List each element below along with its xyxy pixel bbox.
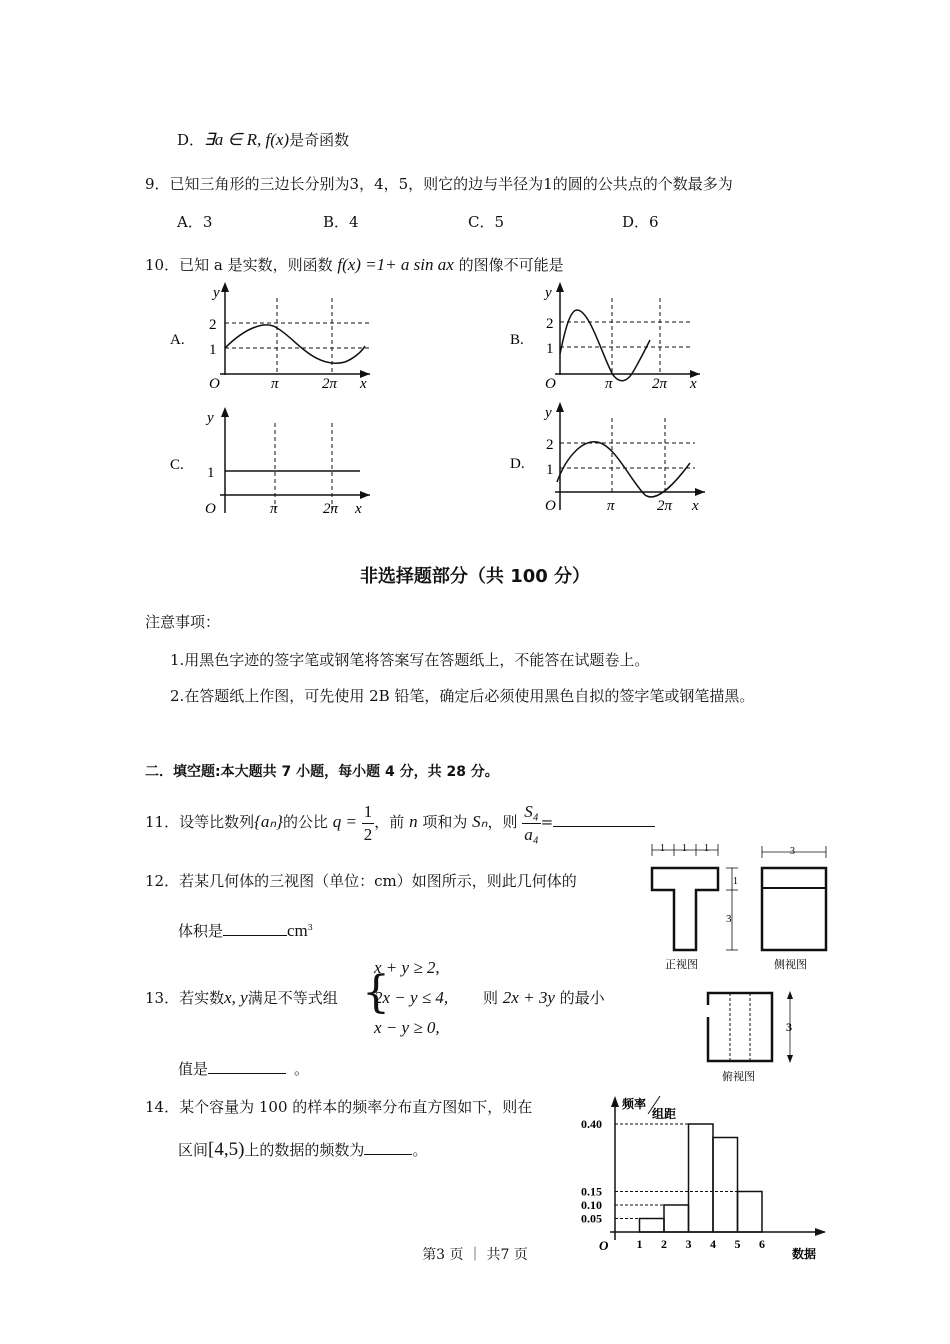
q12-three-views-bottom [700, 985, 810, 1085]
q13-line2-text: 值是 [178, 1060, 209, 1078]
q14-interval: [4,5) [208, 1139, 245, 1160]
q14-answer-blank[interactable] [364, 1138, 412, 1155]
graph-b-label: B. [510, 332, 524, 348]
q13-vars: x, y [224, 988, 248, 1007]
q14-line1: 14．某个容量为 100 的样本的频率分布直方图如下，则在 [145, 1098, 533, 1116]
q11-sn: Sₙ [472, 812, 488, 831]
q8-option-d [177, 130, 349, 150]
side-view-label: 侧视图 [774, 959, 807, 971]
q9-option-c: C．5 [468, 213, 505, 231]
q12-line2 [178, 918, 313, 941]
q11 [145, 798, 655, 846]
q13-ineq-3: x − y ≥ 0, [374, 1018, 440, 1037]
q10-stem [145, 255, 564, 275]
q11-answer-blank[interactable] [553, 810, 655, 827]
q12-line1: 12．若某几何体的三视图（单位：cm）如图所示，则此几何体的 [145, 872, 577, 890]
q13-ineq-1: x + y ≥ 2, [374, 958, 440, 977]
graph-b-ylabel: y [545, 285, 552, 301]
q11-mid1: 的公比 [282, 813, 328, 831]
section-title: 非选择题部分（共 100 分） [359, 566, 591, 587]
q9-option-a: A．3 [177, 213, 213, 231]
q11-frac-num: S₄ [522, 801, 540, 824]
graph-a-label: A. [170, 332, 185, 348]
graph-a-xlabel: x [360, 376, 367, 390]
dim-top-1a: 1 [660, 843, 665, 854]
q8-option-d-expr: ∃a ∈ R, f(x) [204, 130, 290, 149]
q13-post-text: 的最小 [559, 989, 605, 1007]
q10-graph-b [505, 280, 720, 390]
dim-top-1b: 1 [682, 843, 687, 854]
q8-option-d-text: 是奇函数 [289, 131, 350, 149]
graph-d-label: D. [510, 456, 525, 472]
graph-c-origin: O [205, 501, 216, 515]
graph-a-ylabel: y [213, 285, 220, 301]
top-view-label: 俯视图 [722, 1071, 755, 1083]
hist-xtick-6: 6 [759, 1237, 765, 1251]
graph-d-xtick-2pi: 2π [657, 498, 673, 514]
q11-mid2: ，前 [374, 813, 405, 831]
q14-line2 [178, 1138, 427, 1160]
graph-b-xlabel: x [690, 376, 697, 390]
q9-stem: 9．已知三角形的三边长分别为3，4，5，则它的边与半径为1的圆的公共点的个数最多为 [145, 175, 733, 193]
q10-graph-c [165, 405, 380, 515]
graph-d-xlabel: x [692, 498, 699, 514]
q11-seq: {aₙ} [254, 812, 283, 831]
graph-c-xlabel: x [355, 501, 362, 515]
front-view-shape [652, 868, 718, 950]
graph-b-origin: O [545, 376, 556, 390]
hist-bar-5 [738, 1192, 763, 1233]
graph-d-ytick-2: 2 [546, 437, 554, 453]
graph-b-ytick-2: 2 [546, 316, 554, 332]
hist-bar-2 [664, 1205, 689, 1232]
q10-stem-post: 的图像不可能是 [458, 256, 564, 274]
q10-stem-pre: 10．已知 a 是实数，则函数 [145, 256, 333, 274]
hist-xtick-3: 3 [685, 1237, 692, 1251]
q14-line2-post: 上的数据的频数为 [244, 1141, 365, 1159]
q11-frac-den: a₄ [524, 824, 539, 844]
q14-line2-pre: 区间 [178, 1141, 209, 1159]
q11-q-num: 1 [362, 801, 375, 824]
graph-a-ytick-2: 2 [209, 317, 217, 333]
hist-ytick-4: 0.05 [581, 1211, 602, 1226]
front-view-label: 正视图 [665, 959, 698, 971]
q11-mid3: 项和为 [422, 813, 468, 831]
hist-ytick-1: 0.40 [581, 1117, 602, 1131]
hist-origin: O [599, 1238, 609, 1253]
q12-unit-sup: 3 [307, 923, 313, 932]
graph-d-ytick-1: 1 [546, 462, 554, 478]
graph-a-origin: O [209, 376, 220, 390]
hist-xtick-1: 1 [636, 1237, 643, 1251]
q9-option-b: B．4 [323, 213, 359, 231]
dim-front-h1: 1 [733, 876, 738, 887]
hist-xlabel: 数据 [792, 1247, 817, 1261]
hist-bar-1 [640, 1219, 665, 1233]
q11-q-den: 2 [363, 824, 373, 844]
graph-a-curve [225, 325, 365, 363]
hist-xtick-5: 5 [734, 1237, 741, 1251]
q13-ineq-2: 2x − y ≤ 4, [374, 988, 449, 1007]
q13-mid: 满足不等式组 [247, 989, 338, 1007]
page-footer: 第3 页 ｜ 共7 页 [422, 1247, 528, 1263]
graph-b-curve [560, 310, 650, 381]
q12-three-views-top [640, 838, 840, 978]
q14-line2-end: 。 [412, 1141, 428, 1159]
graph-d-xtick-pi: π [607, 498, 615, 514]
graph-a-ytick-1: 1 [209, 342, 217, 358]
notice-heading: 注意事项： [145, 613, 221, 631]
part2-heading: 二．填空题:本大题共 7 小题，每小题 4 分，共 28 分。 [145, 764, 499, 780]
side-view-shape [762, 868, 826, 950]
q13-line2 [178, 1057, 309, 1079]
hist-ylabel-bottom: 组距 [652, 1107, 677, 1121]
hist-ytick-3: 0.10 [581, 1198, 602, 1212]
q11-fraction [522, 801, 540, 846]
q10-stem-expr: f(x) =1+ a sin ax [337, 255, 454, 274]
dim-side-width: 3 [790, 846, 795, 857]
dim-top-1c: 1 [704, 843, 709, 854]
notice-1: 1.用黑色字迹的签字笔或钢笔将答案写在答题纸上，不能答在试题卷上。 [170, 651, 650, 669]
q11-q-fraction [362, 801, 375, 846]
top-view-shape [708, 993, 772, 1061]
graph-c-ytick-1: 1 [207, 465, 215, 481]
q10-graph-a [165, 280, 380, 390]
hist-bar-3 [689, 1124, 714, 1232]
hist-ytick-2: 0.15 [581, 1184, 602, 1199]
q13-post [483, 988, 605, 1008]
graph-b-xtick-2pi: 2π [652, 376, 668, 390]
hist-xtick-2: 2 [661, 1237, 667, 1251]
q12-unit: cm [287, 921, 308, 940]
notice-2: 2.在答题纸上作图，可先使用 2B 铅笔，确定后必须使用黑色自拟的签字笔或钢笔描黑。 [170, 687, 755, 705]
q14-histogram [570, 1090, 835, 1265]
graph-c-label: C. [170, 457, 184, 473]
q9-option-d: D．6 [622, 213, 659, 231]
q11-mid4: ，则 [487, 813, 518, 831]
q13-post-pre: 则 [483, 989, 499, 1007]
graph-b-xtick-pi: π [605, 376, 613, 390]
q13 [145, 988, 338, 1008]
q11-pre: 11．设等比数列 [145, 813, 255, 831]
graph-b-ytick-1: 1 [546, 341, 554, 357]
hist-ylabel-top: 频率 [622, 1097, 647, 1111]
q12-line2-pre: 体积是 [178, 922, 224, 940]
q10-graph-d [505, 400, 720, 515]
hist-bar-4 [713, 1138, 738, 1233]
graph-d-ylabel: y [545, 405, 552, 421]
dim-front-h2: 3 [726, 913, 732, 925]
graph-d-curve [557, 442, 690, 497]
q13-pre: 13．若实数 [145, 989, 225, 1007]
graph-c-xtick-2pi: 2π [323, 501, 339, 515]
q12-answer-blank[interactable] [223, 919, 287, 936]
hist-xtick-4: 4 [710, 1237, 716, 1251]
graph-c-ylabel: y [207, 410, 214, 426]
q13-line2-end: 。 [294, 1060, 310, 1078]
graph-c-xtick-pi: π [270, 501, 278, 515]
q8-option-d-label: D． [177, 131, 205, 149]
graph-a-xtick-2pi: 2π [322, 376, 338, 390]
q13-objective: 2x + 3y [502, 988, 555, 1007]
q11-n: n [409, 812, 418, 831]
q13-brace: { [362, 967, 390, 1018]
q11-eq: = [540, 813, 554, 831]
graph-d-origin: O [545, 498, 556, 514]
q13-answer-blank[interactable] [208, 1057, 286, 1074]
q11-q-expr: q = [332, 812, 357, 831]
dim-top-h: 3 [786, 1020, 792, 1034]
graph-a-xtick-pi: π [271, 376, 279, 390]
